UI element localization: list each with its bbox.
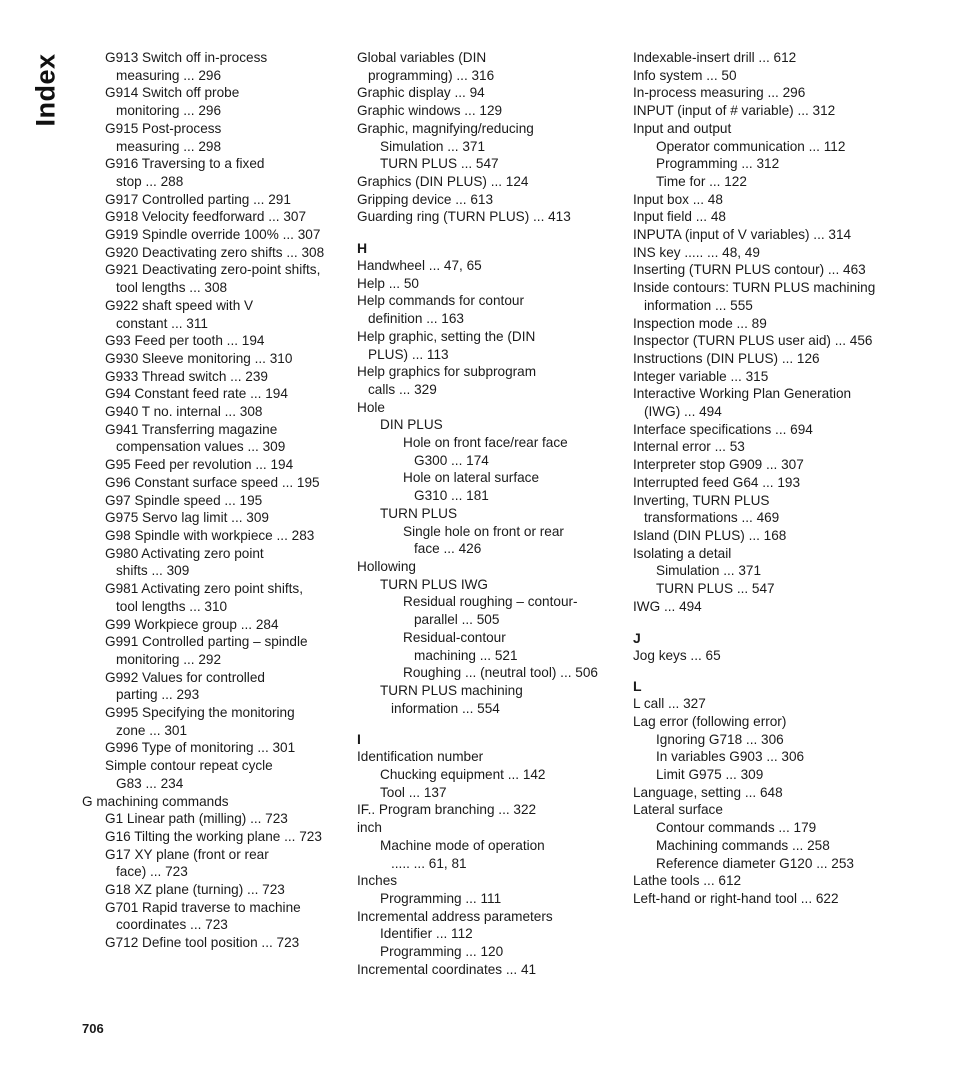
index-entry <box>357 399 619 417</box>
index-entry-text: Indexable-insert drill ... 612 <box>633 50 797 65</box>
index-entry <box>633 438 933 456</box>
index-entry-text: Handwheel ... 47, 65 <box>357 258 482 274</box>
index-entry-text: G991 Controlled parting – spindle <box>105 634 308 650</box>
index-column-3 <box>633 49 933 908</box>
index-entry <box>82 669 342 704</box>
index-entry-continuation: information ... 554 <box>391 700 500 716</box>
index-entry-text: Graphic windows ... 129 <box>357 103 503 119</box>
index-entry-text: IWG ... 494 <box>633 598 702 614</box>
index-entry <box>357 664 619 682</box>
index-entry-text: Residual roughing – contour- <box>403 594 578 610</box>
index-entry-text: Roughing ... (neutral tool) ... 506 <box>403 665 598 681</box>
index-entry <box>82 244 342 262</box>
index-entry-text: Lateral surface <box>633 802 723 818</box>
index-entry-text: Hollowing <box>357 558 416 574</box>
index-entry-text: Inspector (TURN PLUS user aid) ... 456 <box>633 333 873 349</box>
index-entry <box>633 731 933 749</box>
index-entry <box>633 766 933 784</box>
index-entry <box>357 49 619 84</box>
index-entry-text: G996 Type of monitoring ... 301 <box>105 740 296 756</box>
index-entry <box>633 315 933 333</box>
index-entry <box>82 846 342 881</box>
index-entry <box>82 226 342 244</box>
index-entry-text: Operator communication ... 112 <box>656 138 846 154</box>
index-entry-text: Programming ... 312 <box>656 156 780 172</box>
index-entry <box>633 261 933 279</box>
index-entry <box>633 748 933 766</box>
index-entry-text: TURN PLUS IWG <box>380 576 488 592</box>
index-entry <box>633 890 933 908</box>
index-entry-text: Inspection mode ... 89 <box>633 315 767 331</box>
index-entry-text: TURN PLUS machining <box>380 682 523 698</box>
index-entry-text: IF.. Program branching ... 322 <box>357 802 537 818</box>
index-entry-continuation: constant ... 311 <box>116 315 208 331</box>
index-entry-text: G913 Switch off in-process <box>105 50 268 65</box>
index-entry <box>633 527 933 545</box>
index-entry-text: inch <box>357 820 382 836</box>
index-entry-continuation: stop ... 288 <box>116 173 184 189</box>
index-entry-continuation: face) ... 723 <box>116 864 188 880</box>
index-entry <box>633 819 933 837</box>
index-entry-text: G981 Activating zero point shifts, <box>105 581 303 597</box>
index-entry-text: Simulation ... 371 <box>656 563 762 579</box>
index-entry <box>357 363 619 398</box>
index-entry <box>633 49 933 67</box>
index-entry <box>82 810 342 828</box>
index-entry-text: Input box ... 48 <box>633 191 723 207</box>
index-entry-text: Hole on front face/rear face <box>403 435 568 451</box>
index-entry <box>357 523 619 558</box>
index-entry <box>357 416 619 434</box>
index-entry <box>633 801 933 819</box>
index-entry-continuation: tool lengths ... 308 <box>116 280 228 296</box>
index-entry-text: INS key ..... ... 48, 49 <box>633 244 760 260</box>
index-entry <box>357 682 619 717</box>
side-section-title <box>26 50 66 130</box>
index-entry <box>357 748 619 766</box>
index-entry <box>357 102 619 120</box>
index-entry <box>82 704 342 739</box>
index-entry-text: G921 Deactivating zero-point shifts, <box>105 262 321 278</box>
index-entry-text: G915 Post-process <box>105 120 222 136</box>
index-entry <box>357 434 619 469</box>
index-entry-continuation: zone ... 301 <box>116 722 188 738</box>
index-entry <box>633 173 933 191</box>
index-entry-text: Machine mode of operation <box>380 837 545 853</box>
index-entry <box>633 102 933 120</box>
index-entry-text: DIN PLUS <box>380 417 443 433</box>
index-entry-text: G99 Workpiece group ... 284 <box>105 616 279 632</box>
index-entry <box>633 208 933 226</box>
index-entry-text: TURN PLUS <box>380 505 458 521</box>
index-entry-text: G933 Thread switch ... 239 <box>105 368 268 384</box>
index-entry <box>82 403 342 421</box>
index-entry-continuation: measuring ... 298 <box>116 138 222 154</box>
index-entry-text: Time for ... 122 <box>656 173 747 189</box>
index-entry-text: Guarding ring (TURN PLUS) ... 413 <box>357 209 571 225</box>
index-entry-text: G975 Servo lag limit ... 309 <box>105 510 269 526</box>
index-entry-continuation: G83 ... 234 <box>116 775 184 791</box>
index-entry <box>633 784 933 802</box>
index-entry-text: G930 Sleeve monitoring ... 310 <box>105 350 293 366</box>
index-entry-text: Lathe tools ... 612 <box>633 873 742 889</box>
index-entry-text: Help ... 50 <box>357 275 419 291</box>
index-entry <box>633 456 933 474</box>
index-entry-text: Single hole on front or rear <box>403 523 564 539</box>
index-entry-text: G917 Controlled parting ... 291 <box>105 191 291 207</box>
index-entry <box>82 934 342 952</box>
index-entry-text: Island (DIN PLUS) ... 168 <box>633 527 787 543</box>
index-entry <box>633 350 933 368</box>
index-entry-text: G941 Transferring magazine <box>105 421 278 437</box>
index-entry <box>357 908 619 926</box>
index-entry <box>633 713 933 731</box>
index-entry <box>82 793 342 811</box>
index-entry-text: G918 Velocity feedforward ... 307 <box>105 209 307 225</box>
index-entry <box>357 173 619 191</box>
index-entry <box>82 385 342 403</box>
index-entry-text: G93 Feed per tooth ... 194 <box>105 333 265 349</box>
index-entry-text: Gripping device ... 613 <box>357 191 494 207</box>
index-entry-continuation: (IWG) ... 494 <box>644 404 722 420</box>
index-entry <box>633 855 933 873</box>
index-entry <box>357 84 619 102</box>
index-entry-text: Inserting (TURN PLUS contour) ... 463 <box>633 262 866 278</box>
index-entry <box>357 576 619 594</box>
index-entry-continuation: monitoring ... 292 <box>116 651 222 667</box>
index-entry <box>357 257 619 275</box>
index-entry-text: Info system ... 50 <box>633 67 737 83</box>
index-entry <box>633 474 933 492</box>
index-entry-text: Incremental address parameters <box>357 908 553 924</box>
index-entry <box>357 872 619 890</box>
index-entry-text: G922 shaft speed with V <box>105 297 254 313</box>
index-entry-continuation: calls ... 329 <box>368 381 437 397</box>
index-entry <box>357 208 619 226</box>
index-entry <box>633 120 933 138</box>
index-entry <box>633 837 933 855</box>
index-entry-text: TURN PLUS ... 547 <box>380 156 499 172</box>
index-entry <box>82 456 342 474</box>
index-entry <box>82 208 342 226</box>
index-entry-text: G914 Switch off probe <box>105 85 240 101</box>
index-entry-text: Programming ... 120 <box>380 944 504 960</box>
index-entry-continuation: coordinates ... 723 <box>116 917 228 933</box>
index-entry <box>633 226 933 244</box>
index-entry-text: G712 Define tool position ... 723 <box>105 935 300 951</box>
index-entry-text: G992 Values for controlled <box>105 669 265 685</box>
index-entry-text: Hole on lateral surface <box>403 470 540 486</box>
index-entry-text: G machining commands <box>82 793 229 809</box>
index-entry <box>82 580 342 615</box>
index-entry <box>357 784 619 802</box>
side-title-text: Index <box>30 53 61 127</box>
index-entry <box>82 881 342 899</box>
index-entry <box>357 469 619 504</box>
index-entry-continuation: shifts ... 309 <box>116 563 190 579</box>
index-entry <box>357 629 619 664</box>
index-entry-text: Interpreter stop G909 ... 307 <box>633 457 804 473</box>
index-entry <box>82 739 342 757</box>
index-entry-continuation: PLUS) ... 113 <box>368 346 449 362</box>
index-entry-text: G96 Constant surface speed ... 195 <box>105 474 320 490</box>
index-entry <box>357 138 619 156</box>
index-entry <box>357 943 619 961</box>
index-entry-continuation: measuring ... 296 <box>116 67 222 83</box>
index-entry-text: Help graphics for subprogram <box>357 364 537 380</box>
index-entry-text: Inches <box>357 873 398 889</box>
index-entry <box>633 368 933 386</box>
index-entry-text: G701 Rapid traverse to machine <box>105 899 301 915</box>
index-entry <box>357 961 619 979</box>
index-entry <box>82 261 342 296</box>
index-entry <box>82 84 342 119</box>
index-entry-text: Graphic display ... 94 <box>357 85 485 101</box>
index-entry-text: Contour commands ... 179 <box>656 820 817 836</box>
index-entry-text: Isolating a detail <box>633 545 732 561</box>
index-entry <box>633 545 933 563</box>
index-entry <box>82 155 342 190</box>
index-entry <box>633 155 933 173</box>
index-entry-text: Left-hand or right-hand tool ... 622 <box>633 890 839 906</box>
index-entry-text: G916 Traversing to a fixed <box>105 156 265 172</box>
index-entry-text: G94 Constant feed rate ... 194 <box>105 386 288 402</box>
index-entry-text: G995 Specifying the monitoring <box>105 705 295 721</box>
index-entry-continuation: monitoring ... 296 <box>116 103 222 119</box>
index-entry <box>633 279 933 314</box>
index-entry-text: Simulation ... 371 <box>380 138 486 154</box>
index-entry <box>357 155 619 173</box>
index-entry <box>633 598 933 616</box>
index-entry <box>357 890 619 908</box>
index-entry-text: Jog keys ... 65 <box>633 647 721 663</box>
index-entry-continuation: parallel ... 505 <box>414 612 500 628</box>
index-entry-text: Reference diameter G120 ... 253 <box>656 855 854 871</box>
index-entry <box>633 67 933 85</box>
index-entry <box>82 899 342 934</box>
index-entry <box>633 695 933 713</box>
index-entry <box>633 138 933 156</box>
index-entry <box>82 633 342 668</box>
index-entry-text: Input field ... 48 <box>633 209 726 225</box>
index-entry <box>633 647 933 665</box>
index-entry <box>633 580 933 598</box>
index-entry <box>82 120 342 155</box>
index-entry-text: Interface specifications ... 694 <box>633 421 813 437</box>
index-column-1 <box>82 49 342 952</box>
index-entry-text: Machining commands ... 258 <box>656 837 830 853</box>
index-entry-text: Global variables (DIN <box>357 50 487 65</box>
index-entry <box>357 766 619 784</box>
index-entry-continuation: transformations ... 469 <box>644 510 780 526</box>
index-entry-text: INPUTA (input of V variables) ... 314 <box>633 227 852 243</box>
index-entry-text: Input and output <box>633 120 732 136</box>
index-entry-text: INPUT (input of # variable) ... 312 <box>633 103 836 119</box>
index-entry-continuation: ..... ... 61, 81 <box>391 855 467 871</box>
index-entry <box>82 509 342 527</box>
index-entry <box>82 368 342 386</box>
index-entry-text: G1 Linear path (milling) ... 723 <box>105 811 288 827</box>
index-entry-continuation: face ... 426 <box>414 541 482 557</box>
index-entry-text: Help graphic, setting the (DIN <box>357 328 536 344</box>
index-entry <box>357 505 619 523</box>
index-entry <box>82 421 342 456</box>
index-entry-text: Interrupted feed G64 ... 193 <box>633 474 801 490</box>
index-entry-text: Programming ... 111 <box>380 890 502 906</box>
index-entry-text: Instructions (DIN PLUS) ... 126 <box>633 350 820 366</box>
index-entry <box>633 421 933 439</box>
index-entry-continuation: parting ... 293 <box>116 687 200 703</box>
index-entry <box>633 191 933 209</box>
index-entry-text: G920 Deactivating zero shifts ... 308 <box>105 244 325 260</box>
index-entry <box>82 474 342 492</box>
index-entry-text: Internal error ... 53 <box>633 439 745 455</box>
index-entry <box>633 492 933 527</box>
index-entry-text: Integer variable ... 315 <box>633 368 769 384</box>
index-entry <box>357 191 619 209</box>
index-entry-text: Graphic, magnifying/reducing <box>357 120 534 136</box>
index-entry-text: G17 XY plane (front or rear <box>105 846 269 862</box>
index-entry-text: In variables G903 ... 306 <box>656 749 805 765</box>
index-entry-continuation: information ... 555 <box>644 297 753 313</box>
index-entry-continuation: G300 ... 174 <box>414 452 489 468</box>
index-entry-text: Lag error (following error) <box>633 713 787 729</box>
index-entry <box>82 527 342 545</box>
index-entry-continuation: tool lengths ... 310 <box>116 598 228 614</box>
index-entry <box>82 297 342 332</box>
index-entry-text: Tool ... 137 <box>380 784 447 800</box>
index-entry-text: Language, setting ... 648 <box>633 784 783 800</box>
index-entry-continuation: compensation values ... 309 <box>116 439 286 455</box>
index-entry-text: G98 Spindle with workpiece ... 283 <box>105 527 315 543</box>
index-entry-text: Identifier ... 112 <box>380 926 473 942</box>
index-entry <box>357 120 619 138</box>
index-entry-text: G18 XZ plane (turning) ... 723 <box>105 882 285 898</box>
index-entry-text: TURN PLUS ... 547 <box>656 581 775 597</box>
index-entry-text: Graphics (DIN PLUS) ... 124 <box>357 173 529 189</box>
index-entry-text: Inside contours: TURN PLUS machining <box>633 280 876 296</box>
index-letter-heading: H <box>357 240 368 257</box>
index-entry-text: Simple contour repeat cycle <box>105 758 273 774</box>
index-entry <box>82 492 342 510</box>
index-entry-text: G940 T no. internal ... 308 <box>105 404 263 420</box>
index-entry <box>82 191 342 209</box>
index-entry <box>633 872 933 890</box>
index-entry-text: L call ... 327 <box>633 696 706 712</box>
index-entry-continuation: programming) ... 316 <box>368 67 495 83</box>
index-entry <box>633 244 933 262</box>
index-entry <box>82 616 342 634</box>
index-entry-text: G16 Tilting the working plane ... 723 <box>105 828 322 844</box>
index-entry <box>82 545 342 580</box>
index-entry-text: Hole <box>357 399 385 415</box>
index-entry <box>633 332 933 350</box>
index-entry-continuation: definition ... 163 <box>368 311 464 327</box>
page-number: 706 <box>82 1021 104 1036</box>
index-entry <box>633 385 933 420</box>
index-entry <box>82 828 342 846</box>
index-entry-text: Interactive Working Plan Generation <box>633 386 852 402</box>
index-entry <box>82 332 342 350</box>
index-entry <box>357 292 619 327</box>
index-entry-text: Help commands for contour <box>357 293 524 309</box>
index-entry-text: Identification number <box>357 749 484 765</box>
index-entry-text: In-process measuring ... 296 <box>633 85 806 101</box>
index-entry-text: G97 Spindle speed ... 195 <box>105 492 263 508</box>
index-entry <box>357 593 619 628</box>
index-entry-text: Chucking equipment ... 142 <box>380 767 546 783</box>
index-letter-heading: I <box>357 731 361 748</box>
index-entry-text: Inverting, TURN PLUS <box>633 492 770 508</box>
index-entry-text: Residual-contour <box>403 629 506 645</box>
index-entry <box>357 925 619 943</box>
index-column-2 <box>357 49 619 978</box>
index-entry <box>357 837 619 872</box>
index-entry-text: Incremental coordinates ... 41 <box>357 961 537 977</box>
index-entry <box>82 49 342 84</box>
index-entry-continuation: machining ... 521 <box>414 647 518 663</box>
index-entry-text: Limit G975 ... 309 <box>656 767 764 783</box>
index-entry <box>357 275 619 293</box>
index-letter-heading: L <box>633 678 642 695</box>
index-entry <box>633 562 933 580</box>
index-entry <box>357 328 619 363</box>
index-entry-text: G980 Activating zero point <box>105 545 264 561</box>
index-letter-heading: J <box>633 629 641 646</box>
index-entry <box>82 757 342 792</box>
index-entry-text: Ignoring G718 ... 306 <box>656 731 784 747</box>
index-entry <box>357 801 619 819</box>
index-entry <box>357 558 619 576</box>
index-entry-continuation: G310 ... 181 <box>414 488 489 504</box>
index-entry <box>357 819 619 837</box>
index-entry-text: G95 Feed per revolution ... 194 <box>105 457 294 473</box>
index-entry <box>82 350 342 368</box>
index-entry <box>633 84 933 102</box>
index-entry-text: G919 Spindle override 100% ... 307 <box>105 227 321 243</box>
